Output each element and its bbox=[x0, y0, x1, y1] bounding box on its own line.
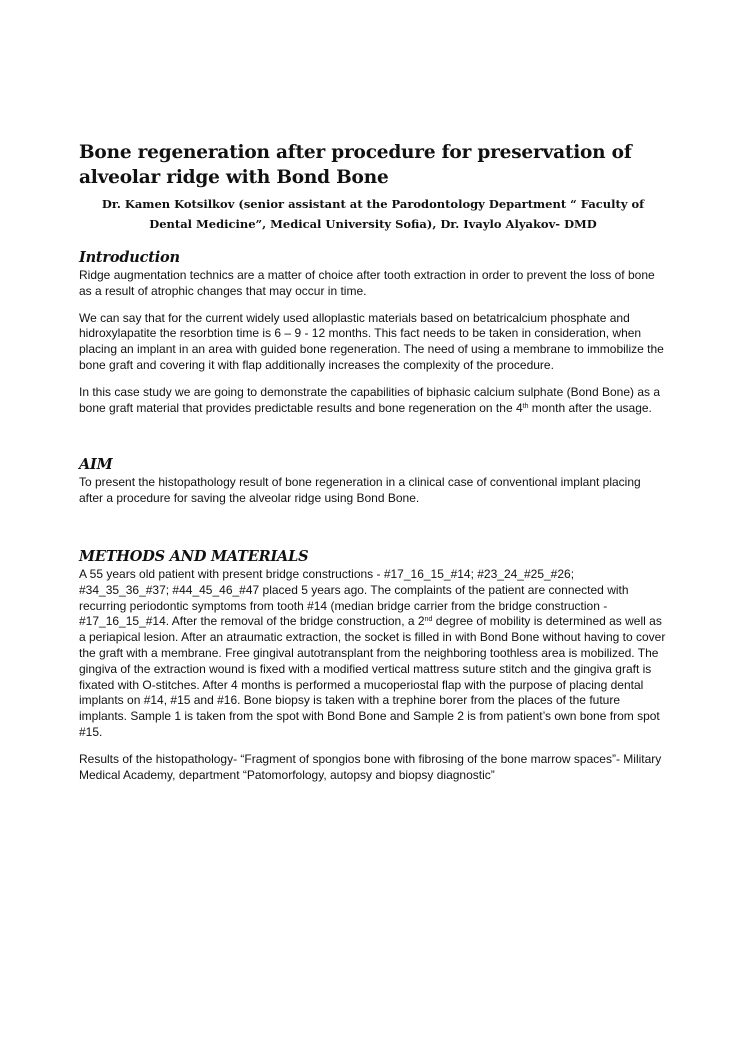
introduction-paragraph-2: We can say that for the current widely used alloplastic materials based on betatricalcium phosphate and hidroxylapatite the resorbtion time is 6 – 9 - 12 months. This fact needs to be taken in consideration, when placing an implant in an area with guided bone regeneration. The need of using a membrane to immobilize the bone graft and covering it with flap additionally increases the complexity of the procedure. bbox=[79, 310, 664, 372]
introduction-paragraph-3 bbox=[79, 385, 667, 417]
aim-heading: AIM bbox=[79, 456, 113, 474]
paper-authors: Dr. Kamen Kotsilkov (senior assistant at the Parodontology Department “ Faculty of Dental Medicine”, Medical University Sofia), Dr. Ivaylo Alyakov- DMD bbox=[101, 197, 645, 231]
methods-heading: METHODS AND MATERIALS bbox=[79, 547, 309, 565]
introduction-section bbox=[79, 248, 667, 416]
introduction-paragraph-1: Ridge augmentation technics are a matter of choice after tooth extraction in order to prevent the loss of bone as a result of atrophic changes that may occur in time. bbox=[79, 268, 655, 298]
paper-title: Bone regeneration after procedure for preservation of alveolar ridge with Bond Bone bbox=[79, 142, 632, 188]
methods-paragraph-1 bbox=[79, 567, 667, 741]
methods-section bbox=[79, 547, 667, 783]
intro-p3-superscript: th bbox=[522, 402, 529, 410]
methods-p1-text-end: degree of mobility is determined as well as a periapical lesion. After an atraumatic extraction, the socket is filled in with Bond Bone without having to cover the graft with a membrane. Free gingival autotransplant from the neighboring toothless area is mobilized. The gingiva of the extraction wound is fixed with a modified vertical mattress suture stitch and the gingiva graft is fixated with O-stitches. After 4 months is performed a mucoperiostal flap with the purpose of placing dental implants on #14, #15 and #16. Bone biopsy is taken with a trephine borer from the places of the future implants. Sample 1 is taken from the spot with Bond Bone and Sample 2 is from patient’s own bone from spot #15. bbox=[79, 614, 666, 739]
methods-p1-text: A 55 years old patient with present bridge constructions - #17_16_15_#14; #23_24_#25_#26; #34_35_36_#37; #44_45_46_#47 placed 5 years ago. The complaints of the patient are connected with recurring periodontic symptoms from tooth #14 (median bridge carrier from the bridge construction - #17_16_15_#14. After the removal of the bridge construction, a 2 bbox=[79, 566, 629, 629]
aim-section bbox=[79, 455, 667, 507]
intro-p3-text: In this case study we are going to demonstrate the capabilities of biphasic calcium sulphate (Bond Bone) as a bone graft material that provides predictable results and bone regeneration on the 4 bbox=[79, 384, 660, 415]
methods-paragraph-2: Results of the histopathology- “Fragment of spongios bone with fibrosing of the bone marrow spaces”- Military Medical Academy, department “Patomorfology, autopsy and biopsy diagnostic” bbox=[79, 751, 662, 782]
introduction-heading: Introduction bbox=[79, 249, 180, 266]
methods-p1-superscript: nd bbox=[424, 616, 433, 624]
paper-body bbox=[79, 140, 667, 783]
aim-paragraph: To present the histopathology result of bone regeneration in a clinical case of conventional implant placing after a procedure for saving the alveolar ridge using Bond Bone. bbox=[79, 475, 641, 506]
intro-p3-text-end: month after the usage. bbox=[528, 400, 652, 415]
